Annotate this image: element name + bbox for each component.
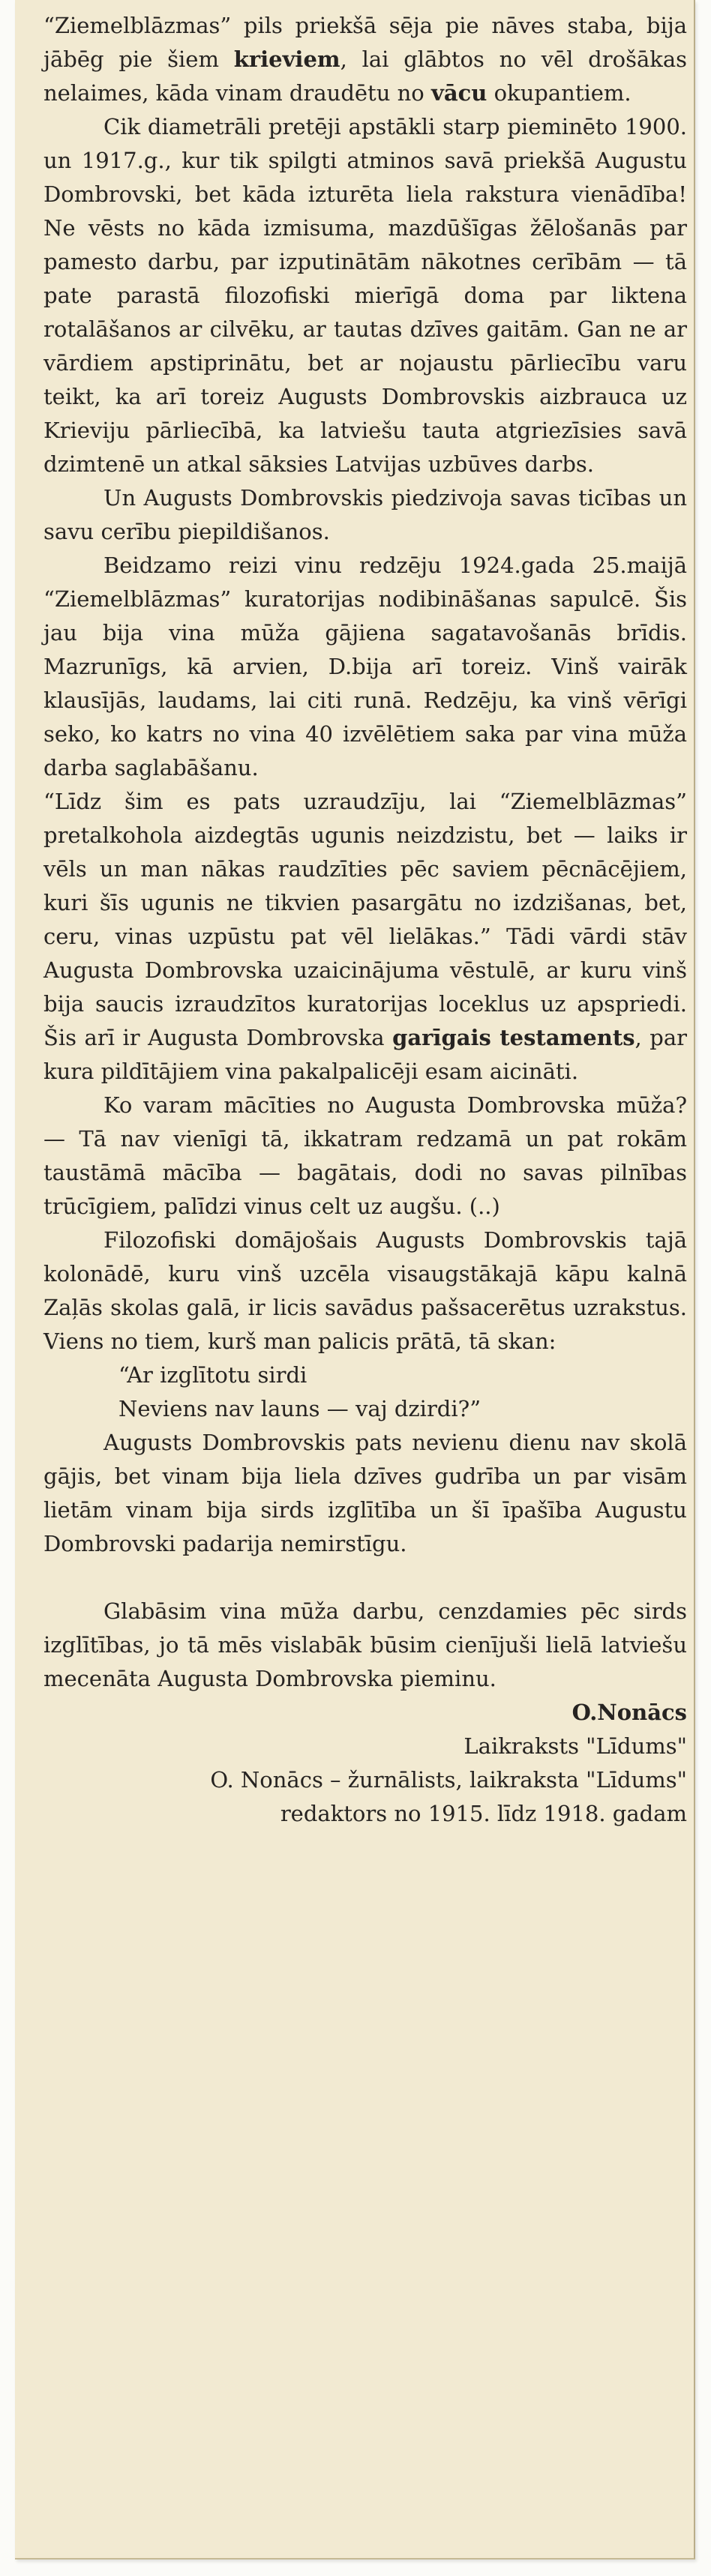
paragraph-5-text-c: , par kura pildītājiem vina pakalpalicēji esam aicināti.	[44, 1025, 687, 1084]
author-signature: O.Nonācs	[572, 1700, 687, 1725]
paragraph-7: Filozofiski domājošais Augusts Dombrovskis tajā kolonādē, kuru vinš uzcēla visaugstākajā kāpu kalnā Zaļās skolas galā, ir licis savādus pašsacerētus uzrakstus. Viens no tiem, kurš man palicis prātā, tā skan:	[44, 1227, 687, 1354]
paragraph-5-text-a: “Līdz šim es pats uzraudzīju, lai “Ziemelblāzmas” pretalkohola aizdegtās ugunis neizdzistu, bet — laiks ir vēls un man nākas raudzīties pēc saviem pēcnācējiem, kuri šīs ugunis ne tikvien pasargātu no izdzišanas, bet, ceru, vinas uzpūstu pat vēl lielākas.” Tādi vārdi stāv Augusta Dombrovska uzaicinājuma vēstulē, ar kuru vinš bija saucis izraudzītos kuratorijas loceklus uz apspriedi. Šis arī ir Augusta Dombrovska	[44, 789, 687, 1050]
paragraph-6: Ko varam mācīties no Augusta Dombrovska mūža? — Tā nav vienīgi tā, ikkatram redzamā un pat rokām taustāmā mācība — bagātais, dodi no savas pilnības trūcīgiem, palīdzi vinus celt uz augšu. (..)	[44, 1092, 687, 1219]
paragraph-8: Augusts Dombrovskis pats nevienu dienu nav skolā gājis, bet vinam bija liela dzīves gudrība un par visām lietām vinam bija sirds izglītība un šī īpašība Augustu Dombrovski padarija nemirstīgu.	[44, 1430, 687, 1556]
paragraph-5-bold-phrase: garīgais testaments	[392, 1025, 635, 1050]
paragraph-2: Cik diametrāli pretēji apstākli starp pieminēto 1900. un 1917.g., kur tik spilgti atminos savā priekšā Augustu Dombrovski, bet kāda izturēta liela rakstura vienādība! Ne vēsts no kāda izmisuma, mazdūšīgas žēlošanās par pamesto darbu, par izputinātām nākotnes cerībām — tā pate parastā filozofiski mierīgā doma par liktena rotalāšanos ar cilvēku, ar tautas dzīves gaitām. Gan ne ar vārdiem apstiprinātu, bet ar nojaustu pārliecību varu teikt, ka arī toreiz Augusts Dombrovskis aizbrauca uz Krieviju pārliecībā, ka latviešu tauta atgriezīsies savā dzimtenē un atkal sāksies Latvijas uzbūves darbs.	[44, 114, 687, 477]
author-note-line-1: O. Nonācs – žurnālists, laikraksta "Līdums"	[210, 1767, 687, 1793]
paragraph-1-text-a: “Ziemelblāzmas” pils priekšā sēja pie nāves staba, bija jābēg pie šiem	[44, 13, 687, 72]
paragraph-3: Un Augusts Dombrovskis piedzivoja savas ticības un savu cerību piepildišanos.	[44, 485, 687, 544]
paragraph-4: Beidzamo reizi vinu redzēju 1924.gada 25.maijā “Ziemelblāzmas” kuratorijas nodibināšanas sapulcē. Šis jau bija vina mūža gājiena sagatavošanās brīdis. Mazrunīgs, kā arvien, D.bija arī toreiz. Vinš vairāk klausījās, laudams, lai citi runā. Redzēju, ka vinš vērīgi seko, ko katrs no vina 40 izvēlētiem saka par vina mūža darba saglabāšanu.	[44, 553, 687, 780]
quote-line-2: Neviens nav launs — vaj dzirdi?”	[118, 1396, 482, 1421]
article-column	[44, 9, 687, 1831]
paragraph-1-text-c: , lai glābtos no vēl drošākas nelaimes, kāda vinam draudētu no	[44, 46, 687, 106]
paragraph-1	[44, 9, 687, 110]
paragraph-1-bold-word: krieviem	[233, 46, 340, 72]
paragraph-1-bold-word-2: vācu	[430, 80, 488, 106]
paragraph-5	[44, 785, 687, 1089]
paragraph-9: Glabāsim vina mūža darbu, cenzdamies pēc sirds izglītības, jo tā mēs vislabāk būsim cienījuši lielā latviešu mecenāta Augusta Dombrovska pieminu.	[44, 1598, 687, 1691]
author-note-line-2: redaktors no 1915. līdz 1918. gadam	[280, 1801, 687, 1826]
newspaper-name: Laikraksts "Līdums"	[464, 1733, 687, 1759]
newspaper-clipping	[15, 0, 695, 2560]
paragraph-1-text-e: okupantiem.	[487, 80, 632, 106]
quote-line-1: “Ar izglītotu sirdi	[118, 1362, 308, 1388]
